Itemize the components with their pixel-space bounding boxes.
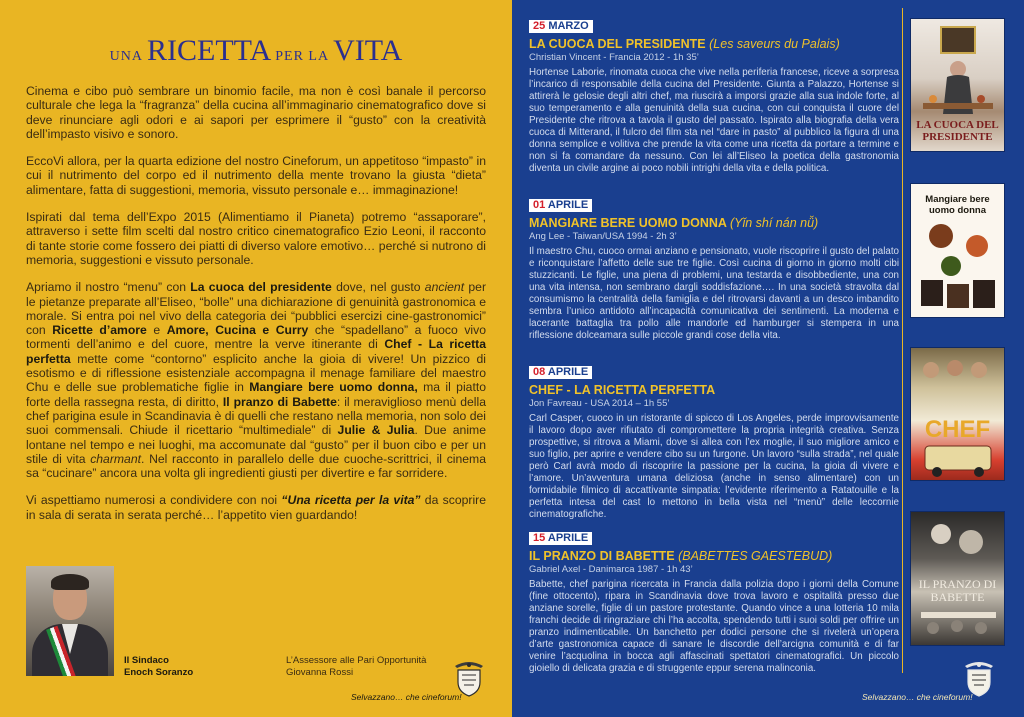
film-entry-1 — [529, 16, 899, 175]
film-title: IL PRANZO DI BABETTE (BABETTES GAESTEBUD) — [529, 549, 833, 563]
poster-title: LA CUOCA DEL PRESIDENTE — [916, 119, 999, 143]
page-title — [0, 34, 512, 68]
title-word-vita: VITA — [333, 34, 403, 67]
title-word-ricetta: RICETTA — [147, 34, 272, 67]
poster-il-pranzo-di-babette — [910, 511, 1005, 646]
film-info: Christian Vincent - Francia 2012 - 1h 35’ — [529, 52, 699, 63]
film-date: 25 MARZO — [529, 20, 593, 33]
poster-title: IL PRANZO DI BABETTE — [918, 577, 997, 604]
poster-title: Mangiare bere uomo donna — [925, 194, 990, 216]
film-title: LA CUOCA DEL PRESIDENTE (Les saveurs du Palais) — [529, 37, 840, 51]
intro-paragraph-4: Apriamo il nostro “menu” con La cuoca del presidente dove, nel gusto ancient per le pietanze preparate all’Eliseo, “bolle” una dichiarazione di genuinità gastronomica e morale. Si entra poi nel vivo della categoria dei “pubblici esercizi cine-gastronomici” con Ricette d’amore e Amore, Cucina e Curry che “spadellano” a fuoco vivo tormenti dell’animo e del cuore, mentre la verve itinerante di Chef - La ricetta perfetta mette come “contorno” esplicito anche la gioia di vivere! Un pizzico di esotismo e di riflessione esistenziale accompagna il menage familiare del maestro Chu e delle sue problematiche figlie in Mangiare bere uomo donna, ma il piatto forte della rassegna resta, di diritto, Il pranzo di Babette: il meraviglioso menù della chef parigina esule in Scandinavia è di quelli che restano nella memoria, non solo dei suoi commensali. Chiude il ricettario “multimediale” di Julie & Julia. Due anime lontane nel tempo e nei luoghi, ma accomunate dal “gusto” per il buon cibo e per un stile di vita charmant. Nel racconto in parallelo delle due cuoche-scrittrici, il cinema sa “cucinare” ancora una volta gli ingredienti giusti per divertire e far sorridere. — [26, 280, 486, 481]
intro-paragraph-1: Cinema e cibo può sembrare un binomio facile, ma non è così banale il percorso culturale che lega la “fragranza” della cucina all’immaginario cinematografico dove si deve rinunciare agli odori e ai sapori per esprimere il “gusto” con la creatività dell’impasto visivo e sonoro. — [26, 84, 486, 141]
film-title: CHEF - LA RICETTA PERFETTA — [529, 383, 716, 397]
film-description: Carl Casper, cuoco in un ristorante di spicco di Los Angeles, perde improvvisamente il lavoro dopo aver rifiutato di compromettere la propria integrità creativa. Senza prospettive, si ritrova a Miami, dove si allea con l’ex moglie, il suo migliore amico e suo figlio, per aprire e vendere cibo su un furgone. Un lavoro “sulla strada”, nel quale però Carl avrà modo di riscoprire la passione per la cucina, la gioia di vivere e l’amore. Un’avventura umana deliziosa (anche in senso alimentare) con un formidabile filmico di accattivante simpatia: l’evidente riferimento a Ratatouille e la perfetta intesa del cast lo mettono in bella vista nel “menù” delle leccornie cinematografiche. — [529, 413, 899, 520]
poster-mangiare-bere-uomo-donna — [910, 183, 1005, 318]
poster-chef — [910, 347, 1005, 481]
intro-paragraph-2: EccoVi allora, per la quarta edizione del nostro Cineforum, un appetitoso “impasto” in cui il nutrimento del corpo ed il nutrimento della mente trovano la giusta “dieta” alimentare, fatta di suggestioni, memoria, vissuto personale e… immaginazione! — [26, 154, 486, 197]
film-date: 08 APRILE — [529, 366, 592, 379]
mayor-photo — [26, 566, 114, 676]
mayor-signature: Il Sindaco Enoch Soranzo — [124, 655, 194, 678]
film-entry-4 — [529, 528, 899, 675]
intro-text — [26, 84, 486, 535]
poster-title: CHEF — [924, 416, 991, 443]
tagline-right: Selvazzano… che cineforum! — [862, 692, 973, 702]
divider-line — [902, 8, 903, 673]
title-word-una: UNA — [109, 49, 143, 64]
tagline-left: Selvazzano… che cineforum! — [351, 692, 462, 702]
film-entry-3 — [529, 362, 899, 521]
film-date: 15 APRILE — [529, 532, 592, 545]
title-word-perla: PER LA — [275, 49, 330, 64]
intro-paragraph-3: Ispirati dal tema dell’Expo 2015 (Alimentiamo il Pianeta) potremo “assaporare”, attraverso i sette film scelti dal nostro critico cinematografico Ezio Leoni, il racconto di tante storie come fossero dei piatti di diverso valore emotivo… perché si nutrono di memoria, suggestioni e vissuto personale. — [26, 210, 486, 267]
poster-la-cuoca-del-presidente — [910, 18, 1005, 152]
film-info: Gabriel Axel - Danimarca 1987 - 1h 43’ — [529, 564, 693, 575]
film-title: MANGIARE BERE UOMO DONNA (Yǐn shí nán nǚ) — [529, 216, 819, 230]
assessor-signature: L’Assessore alle Pari Opportunità Giovanna Rossi — [286, 655, 427, 678]
film-entry-2 — [529, 195, 899, 342]
film-date: 01 APRILE — [529, 199, 592, 212]
film-info: Ang Lee - Taiwan/USA 1994 - 2h 3’ — [529, 231, 677, 242]
intro-paragraph-5: Vi aspettiamo numerosi a condividere con noi “Una ricetta per la vita” da scoprire in sala di serata in serata perché… l’appetito vien guardando! — [26, 493, 486, 522]
film-info: Jon Favreau - USA 2014 – 1h 55’ — [529, 398, 670, 409]
film-description: Hortense Laborie, rinomata cuoca che vive nella periferia francese, riceve a sorpresa l’incarico di responsabile della cucina del Presidente. Giunta a Palazzo, Hortense si attirerà le gelosie degli altri chef, ma riuscirà a imporsi grazie alla sua indole forte, al suo temperamento e alla genuinità della sua cucina, con cui conquista il cuore del Presidente che ritrova a tavola il gusto del passato. Ispirato alla biografia della vera cuoca di Mitterand, il fulcro del film sta nel “dare in pasto” al pubblico la figura di una donna semplice e volitiva che prende la vita come una ricetta da portare a termine e non si fa comandare da nessuno. Con lei all’Eliseo la poetica della gastronomia diventa un civile argine ai poco nobili intrighi della vita e della politica. — [529, 67, 899, 174]
film-description: Il maestro Chu, cuoco ormai anziano e pensionato, vuole riscoprire il gusto del palato e riconquistare l’affetto delle sue tre figlie. Così cucina di giorno in giorno molti cibi stuzzicanti. Le figlie, una piena di problemi, una testarda e disobbediente, una con una vita intensa, non sembrano dargli soddisfazione…. In una società stravolta dal consumismo la centralità della famiglia e del ritrovarsi davanti a un desco imbandito sembra l’unico antidoto all’incapacità comunicativa dei sentimenti. La moderna e lacerante battaglia tra pollo alle mandorle ed hamburger si stempera in una riflessione dolceamara sulle piccole grandi cose della vita. — [529, 246, 899, 341]
film-description: Babette, chef parigina ricercata in Francia dalla polizia dopo i giorni della Comune (fine ottocento), ripara in Scandinavia dove trova lavoro e ospitalità presso due anziane sorelle, figlie di un pastore protestante. Quando vince a una lotteria 10 mila franchi decide di ringraziare chi l’ha accolta, spendendo tutti i suoi soldi per offrire un pranzo indimenticabile. Un banchetto per dodici persone che si rivelerà un’opera d’arte gastronomica capace di sanare le discordie dell’arcigna comunità e di far venire l’acquolina in bocca agli affascinati spettatori cinematografici. Un piccolo gioiello di delicata grazia e di struggente eppur serena malinconia. — [529, 579, 899, 674]
